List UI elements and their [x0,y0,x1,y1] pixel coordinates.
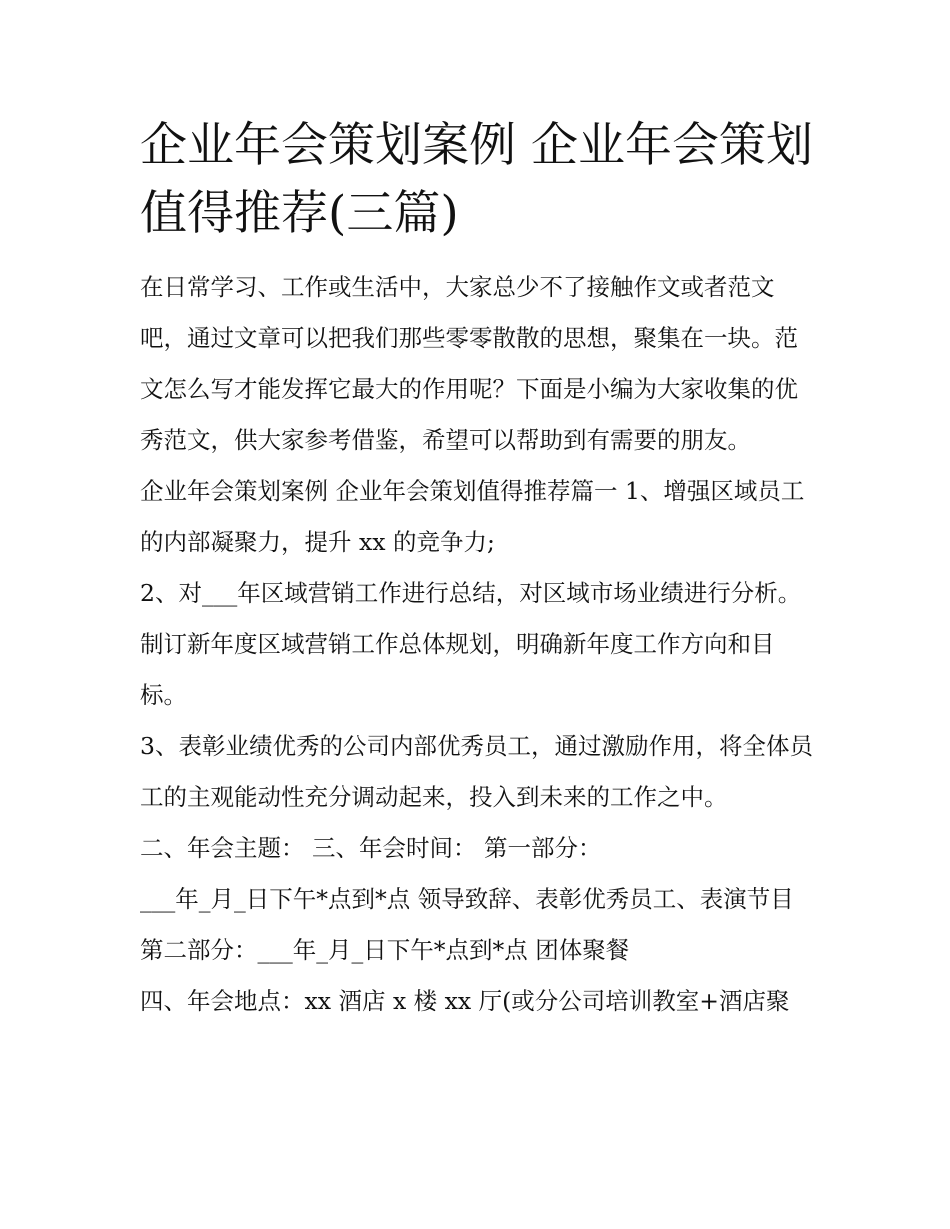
paragraph-venue: 四、年会地点：xx 酒店 x 楼 xx 厅(或分公司培训教室+酒店聚 [140,987,790,1015]
paragraph-item-2: 2、对___年区域营销工作进行总结，对区域市场业绩进行分析。制订新年度区域营销工作总体规划，明确新年度工作方向和目标。 [140,579,802,709]
paragraph-intro: 在日常学习、工作或生活中，大家总少不了接触作文或者范文吧，通过文章可以把我们那些零零散散的思想，聚集在一块。范文怎么写才能发挥它最大的作用呢？下面是小编为大家收集的优秀范文，供大家参考借鉴，希望可以帮助到有需要的朋友。 [140,273,798,454]
document-page [140,112,815,1027]
document-title: 企业年会策划案例 企业年会策划值得推荐(三篇) [140,118,813,241]
paragraph-section-one: 企业年会策划案例 企业年会策划值得推荐篇一 1、增强区域员工的内部凝聚力，提升 xx 的竞争力; [140,477,805,556]
paragraph-schedule: ___年_月_日下午*点到*点 领导致辞、表彰优秀员工、表演节目 第二部分：___年_月_日下午*点到*点 团体聚餐 [140,885,802,964]
paragraph-theme-time: 二、年会主题： 三、年会时间： 第一部分： [140,834,602,862]
paragraph-item-3: 3、表彰业绩优秀的公司内部优秀员工，通过激励作用，将全体员工的主观能动性充分调动起来，投入到未来的工作之中。 [140,732,813,811]
